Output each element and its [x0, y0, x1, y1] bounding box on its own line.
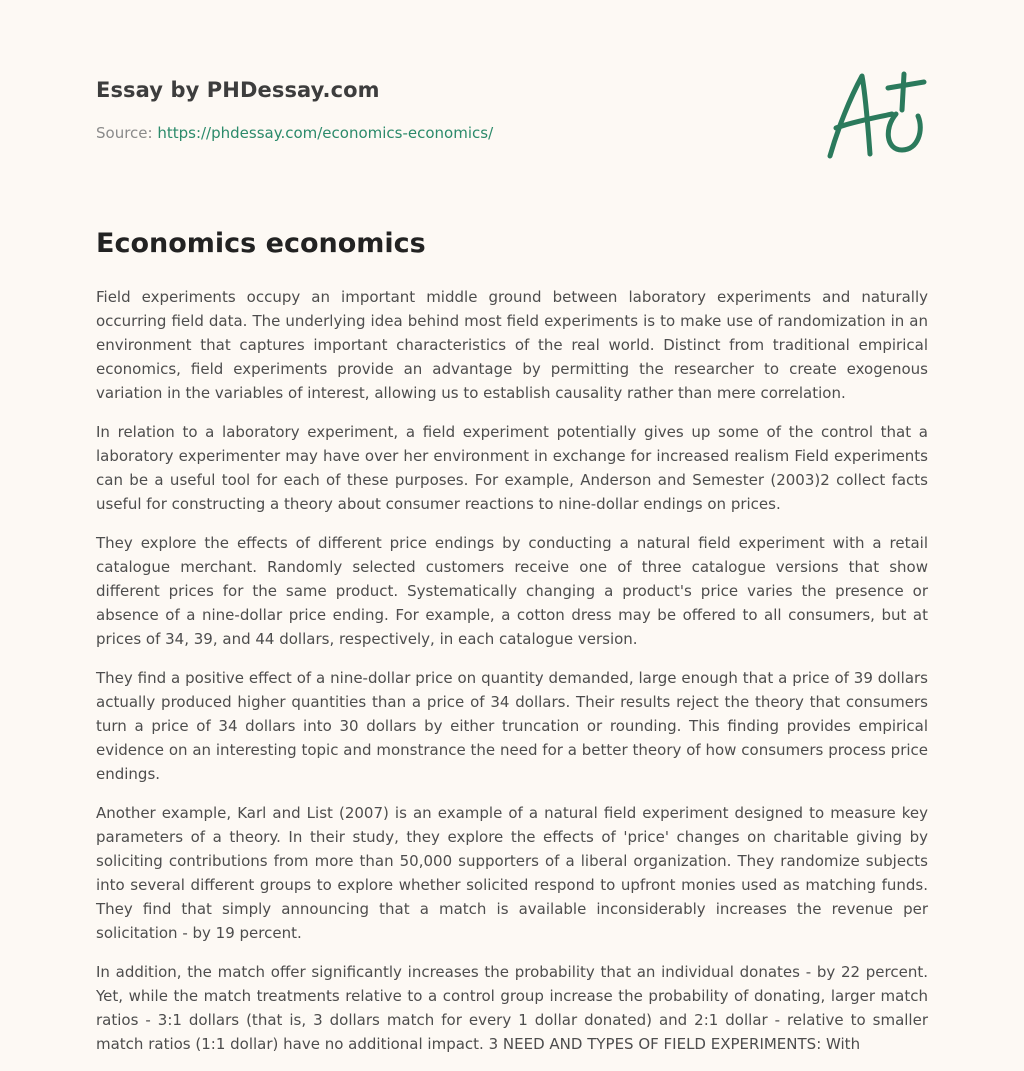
site-brand: Essay by PHDessay.com [96, 78, 380, 102]
essay-paragraph: In addition, the match offer significantly increases the probability that an individual donates - by 22 percent. Yet, while the match treatments relative to a control group increase the probability of donating, larger match ratios - 3:1 dollars (that is, 3 dollars match for every 1 dollar donated) and 2:1 dollar - relative to smaller match ratios (1:1 dollar) have no additional impact. 3 NEED AND TYPES OF FIELD EXPERIMENTS: With [96, 963, 928, 1053]
loop-stroke [888, 114, 920, 150]
essay-paragraph: Another example, Karl and List (2007) is an example of a natural field experiment designed to measure key parameters of a theory. In their study, they explore the effects of 'price' changes on charitable giving by soliciting contributions from more than 50,000 supporters of a liberal organization. They randomize subjects into several different groups to explore whether solicited respond to upfront monies used as matching funds. They find that simply announcing that a match is available inconsiderably increases the revenue per solicitation - by 19 percent. [96, 804, 928, 942]
plus-horizontal [888, 82, 924, 88]
a-letter-strokes [830, 76, 870, 156]
essay-paragraph: Field experiments occupy an important middle ground between laboratory experiments and naturally occurring field data. The underlying idea behind most field experiments is to make use of randomization in an environment that captures important characteristics of the real world. Distinct from traditional empirical economics, field experiments provide an advantage by permitting the researcher to create exogenous variation in the variables of interest, allowing us to establish causality rather than mere correlation. [96, 288, 928, 402]
essay-paragraph: In relation to a laboratory experiment, a field experiment potentially gives up some of the control that a laboratory experimenter may have over her environment in exchange for increased realism Field experiments can be a useful tool for each of these purposes. For example, Anderson and Semester (2003)2 collect facts useful for constructing a theory about consumer reactions to nine-dollar endings on prices. [96, 423, 928, 513]
plus-vertical [902, 74, 904, 110]
a-plus-grade-icon [822, 68, 932, 164]
essay-paragraph: They explore the effects of different price endings by conducting a natural field experiment with a retail catalogue merchant. Randomly selected customers receive one of three catalogue versions that show different prices for the same product. Systematically changing a product's price varies the presence or absence of a nine-dollar price ending. For example, a cotton dress may be offered to all consumers, but at prices of 34, 39, and 44 dollars, respectively, in each catalogue version. [96, 534, 928, 648]
source-label: Source: [96, 124, 158, 142]
essay-paragraph: They find a positive effect of a nine-dollar price on quantity demanded, large enough that a price of 39 dollars actually produced higher quantities than a price of 34 dollars. Their results reject the theory that consumers turn a price of 34 dollars into 30 dollars by either truncation or rounding. This finding provides empirical evidence on an interesting topic and monstrance the need for a better theory of how consumers process price endings. [96, 669, 928, 783]
source-link[interactable]: https://phdessay.com/economics-economics/ [157, 124, 494, 142]
essay-body [96, 285, 928, 1071]
source-line [96, 124, 493, 142]
essay-title: Economics economics [96, 228, 426, 259]
